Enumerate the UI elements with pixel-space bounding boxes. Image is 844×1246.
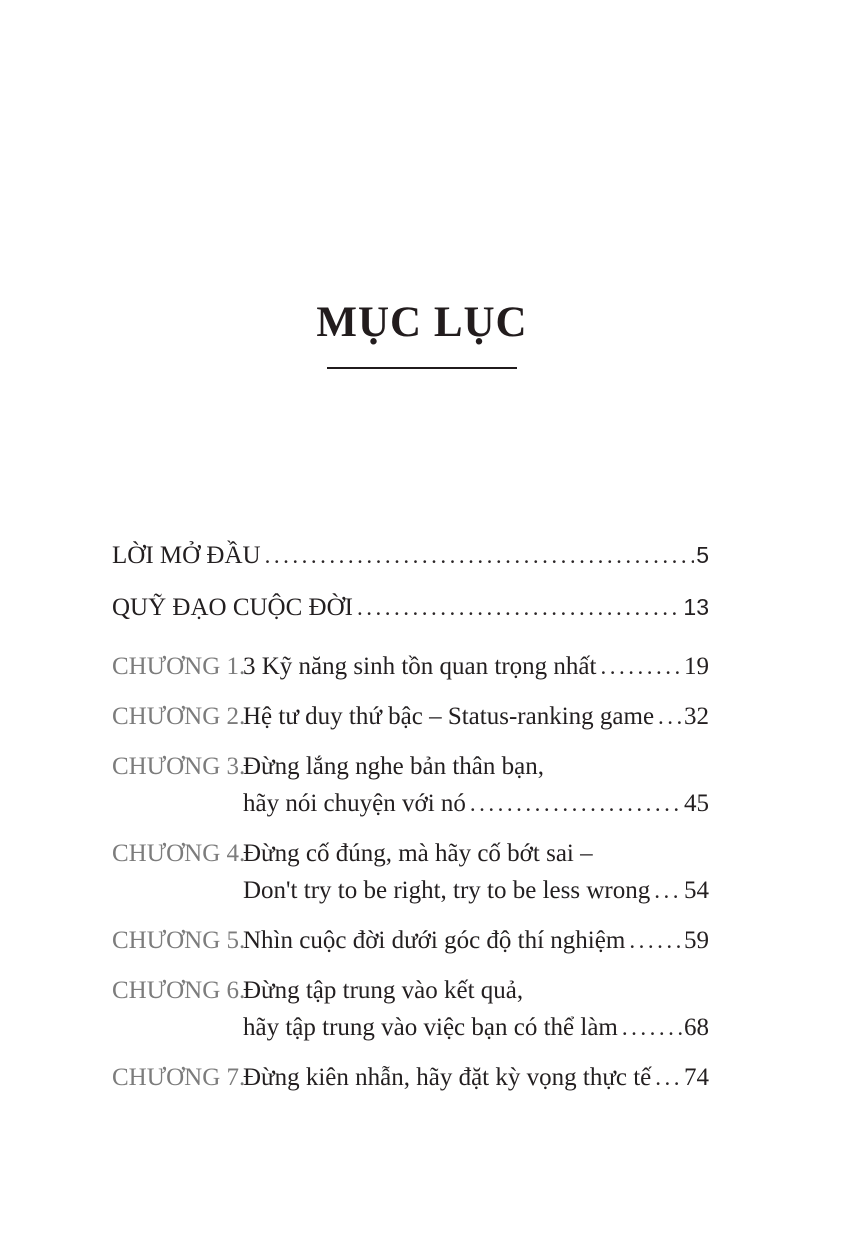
toc-entry-chapter-3 — [112, 748, 709, 822]
page-number: 5 — [696, 542, 709, 568]
toc-entry-title: QUỸ ĐẠO CUỘC ĐỜI — [112, 594, 353, 621]
page-number: 74 — [684, 1064, 709, 1091]
toc-entry-chapter-7 — [112, 1059, 709, 1096]
toc-entry-chapter-1 — [112, 648, 709, 685]
chapter-title: Đừng kiên nhẫn, hãy đặt kỳ vọng thực tế — [243, 1064, 652, 1091]
chapter-content — [243, 1059, 709, 1096]
toc-entry-line — [243, 872, 709, 909]
chapter-title: Hệ tư duy thứ bậc – Status-ranking game — [243, 703, 655, 730]
chapter-title: Nhìn cuộc đời dưới góc độ thí nghiệm — [243, 927, 626, 954]
toc-entry-line — [112, 589, 709, 626]
chapter-label: CHƯƠNG 1. — [112, 653, 246, 680]
page-number: 13 — [683, 594, 709, 620]
chapter-label: CHƯƠNG 5. — [112, 927, 246, 954]
toc-entry-chapter-4 — [112, 835, 709, 909]
toc-entry-line — [243, 835, 709, 872]
chapter-label: CHƯƠNG 3. — [112, 753, 246, 780]
page-title: MỤC LỤC — [316, 299, 528, 346]
chapter-content — [243, 835, 709, 909]
page-number: 59 — [684, 927, 709, 954]
toc-entry-chapter-6 — [112, 972, 709, 1046]
toc-entry-line — [112, 537, 709, 574]
toc-entry-line — [243, 698, 709, 735]
toc-entry-preface — [112, 537, 709, 574]
chapter-title-line-2: hãy nói chuyện với nó — [243, 790, 466, 817]
chapter-content — [243, 648, 709, 685]
chapter-label: CHƯƠNG 7. — [112, 1064, 246, 1091]
toc-entry-line — [243, 785, 709, 822]
chapter-content — [243, 748, 709, 822]
page-number: 68 — [684, 1014, 709, 1041]
dot-leader — [596, 648, 682, 685]
dot-leader — [651, 1059, 682, 1096]
chapter-title-line-1: Đừng lắng nghe bản thân bạn, — [243, 753, 544, 780]
chapter-label: CHƯƠNG 2. — [112, 703, 246, 730]
toc-entry-title: LỜI MỞ ĐẦU — [112, 542, 261, 569]
title-divider — [327, 367, 517, 369]
chapter-title-line-2: Don't try to be right, try to be less wrong — [243, 877, 651, 904]
dot-leader — [654, 698, 682, 735]
chapter-title-line-1: Đừng cố đúng, mà hãy cố bớt sai – — [243, 840, 593, 867]
toc-entry-line — [243, 648, 709, 685]
page-number: 19 — [684, 653, 709, 680]
page-number: 45 — [684, 790, 709, 817]
page-number: 32 — [684, 703, 709, 730]
dot-leader — [353, 589, 681, 626]
chapter-content — [243, 972, 709, 1046]
chapter-title-line-1: Đừng tập trung vào kết quả, — [243, 977, 524, 1004]
page-number: 54 — [684, 877, 709, 904]
dot-leader — [625, 922, 682, 959]
chapter-content — [243, 698, 709, 735]
toc-entry-line — [243, 922, 709, 959]
dot-leader — [261, 537, 695, 574]
chapter-label: CHƯƠNG 6. — [112, 977, 246, 1004]
toc-entry-line — [243, 1059, 709, 1096]
toc-entry-line — [243, 972, 709, 1009]
chapter-label: CHƯƠNG 4. — [112, 840, 246, 867]
toc-entry-chapter-2 — [112, 698, 709, 735]
dot-leader — [466, 785, 682, 822]
toc-entry-chapter-5 — [112, 922, 709, 959]
table-of-contents — [112, 537, 709, 1109]
chapter-title: 3 Kỹ năng sinh tồn quan trọng nhất — [243, 653, 597, 680]
chapter-title-line-2: hãy tập trung vào việc bạn có thể làm — [243, 1014, 618, 1041]
dot-leader — [618, 1009, 682, 1046]
toc-entry-line — [243, 748, 709, 785]
chapter-content — [243, 922, 709, 959]
dot-leader — [650, 872, 682, 909]
toc-entry-section — [112, 589, 709, 626]
toc-entry-line — [243, 1009, 709, 1046]
